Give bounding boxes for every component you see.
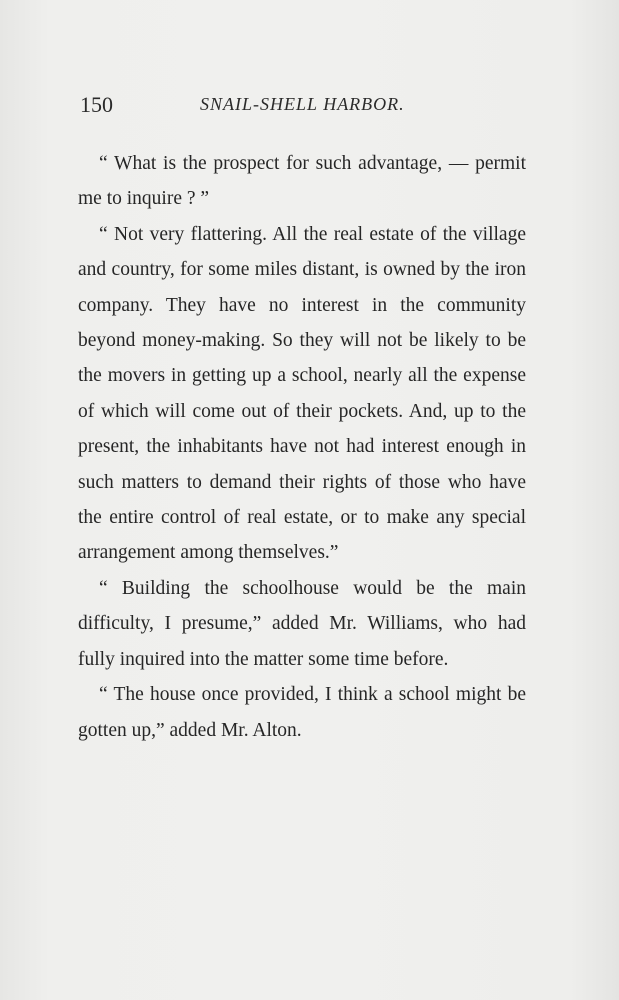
paragraph: “ Building the schoolhouse would be the main difficulty, I presume,” added Mr. Williams, who had fully inquired into the matter some time before. <box>78 577 526 670</box>
body-text <box>78 146 526 748</box>
paragraph: “ What is the prospect for such advantage, — permit me to inquire ? ” <box>78 153 526 210</box>
paragraph: “ Not very flattering. All the real estate of the village and country, for some miles distant, is owned by the iron company. They have no interest in the community beyond money-making. So they will not be likely to be the movers in getting up a school, nearly all the expense of which will come out of their pockets. And, up to the present, the inhabitants have not had interest enough in such matters to demand their rights of those who have the entire control of real estate, or to make any special arrangement among themselves.” <box>78 223 526 564</box>
page-header <box>80 92 540 122</box>
page-number: 150 <box>80 92 113 117</box>
paragraph: “ The house once provided, I think a school might be gotten up,” added Mr. Alton. <box>78 684 526 741</box>
running-title: SNAIL-SHELL HARBOR. <box>200 94 405 114</box>
